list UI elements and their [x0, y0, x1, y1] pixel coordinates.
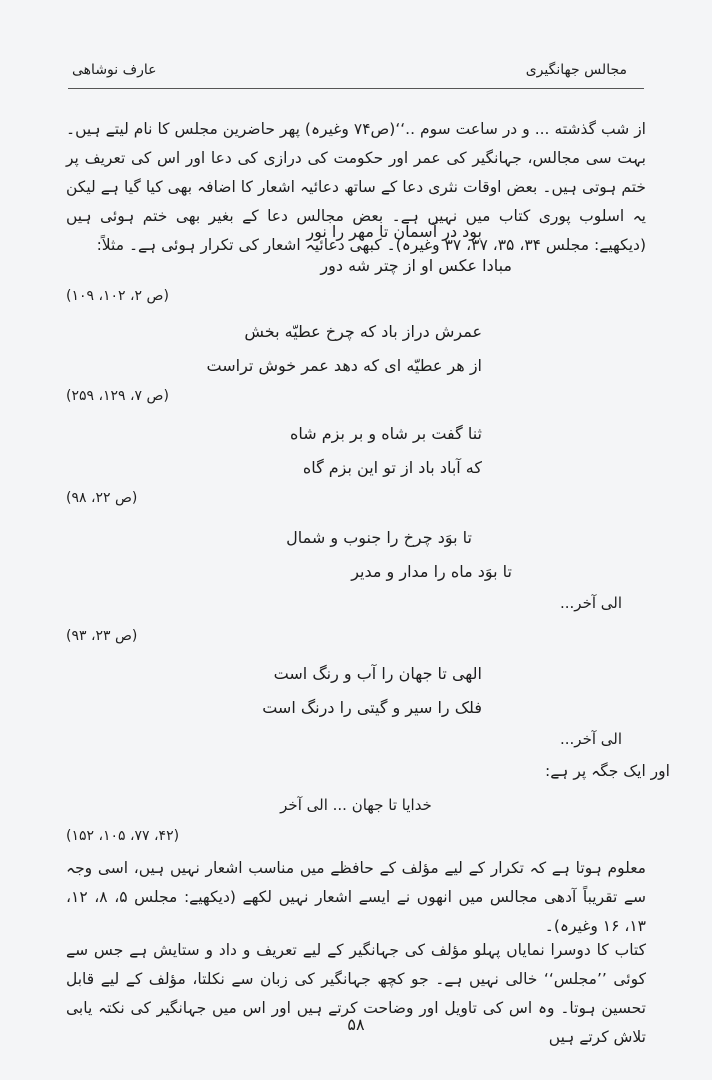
paragraph-intro: از شب گذشته ... و در ساعت سوم ..‘‘(ص۷۴ وغیرہ) پھر حاضرین مجلس کا نام لیتے ہیں۔ بہت سی مجالس، جہانگیر کی عمر اور حکومت کی درازی کی دعا اور اس کی تعریف پر ختم ہوتی ہیں۔ بعض اوقات نثری دعا کے ساتھ دعائیہ اشعار کا اضافہ بھی کیا گیا ہے لیکن یہ اسلوب پوری کتاب میں نہیں ہے۔ بعض مجالس دعا کے بغیر بھی ختم ہوئی ہیں (دیکھیے: مجلس ۳۴، ۳۵، ۳۷، ۳۷ وغیرہ)۔ کبھی دعائیہ اشعار کی تکرار ہوئی ہے۔ مثلاً: [66, 120, 646, 254]
verse-3-reference: (ص ۲۲، ۹۸) [66, 490, 138, 506]
verse-5-ila-akhir: الی آخر... [560, 730, 623, 748]
verse-4-reference: (ص ۲۳، ۹۳) [66, 628, 138, 644]
verse-5-line-1: الهی تا جهان را آب و رنگ است [273, 664, 482, 683]
verse-1-reference: (ص ۲، ۱۰۲، ۱۰۹) [66, 288, 169, 304]
khudaya-reference: (۴۲، ۷۷، ۱۰۵، ۱۵۲) [66, 828, 180, 844]
running-title: مجالس جهانگیری [525, 62, 627, 78]
another-place-label: اور ایک جگہ پر ہے: [545, 762, 670, 780]
verse-2-reference: (ص ۷، ۱۲۹، ۲۵۹) [66, 388, 169, 404]
page-number: ۵۸ [347, 1015, 365, 1034]
paragraph-repetition: معلوم ہوتا ہے کہ تکرار کے لیے مؤلف کے حافظے میں مناسب اشعار نہیں ہیں، اسی وجہ سے تقریباً آدھی مجالس میں انھوں نے ایسے اشعار نہیں لکھے (دیکھیے: مجلس ۵، ۸، ۱۲، ۱۳، ۱۶ وغیرہ)۔ [66, 859, 646, 935]
verse-2-line-2: از هر عطیّه ای که دهد عمر خوش تراست [206, 356, 482, 375]
verse-3-line-2: که آباد باد از تو این بزم گاه [302, 458, 482, 477]
verse-5-line-2: فلک را سیر و گیتی را درنگ است [262, 698, 482, 717]
verse-4-line-1: تا بوَد چرخ را جنوب و شمال [286, 528, 472, 547]
khudaya-verse: خدایا تا جهان ... الی آخر [280, 796, 432, 814]
paragraph-praise: کتاب کا دوسرا نمایاں پہلو مؤلف کی جہانگیر کے لیے تعریف و داد و ستایش ہے جس سے کوئی ’’مجلس‘‘ خالی نہیں ہے۔ جو کچھ جہانگیر کی زبان سے نکلتا، مؤلف کے لیے قابل تحسین ہوتا۔ وہ اس کی تاویل اور وضاحت کرتے ہیں اور اس میں جہانگیر کی نکتہ یابی تلاش کرتے ہیں [66, 941, 646, 1046]
verse-1-line-1: بود در آسمان تا مهر را نور [306, 222, 482, 241]
verse-4-ila-akhir: الی آخر... [560, 594, 623, 612]
header-rule [68, 88, 644, 89]
verse-4-line-2: تا بوَد ماه را مدار و مدیر [351, 562, 512, 581]
verse-2-line-1: عمرش دراز باد که چرخ عطیّه بخش [244, 322, 482, 341]
verse-3-line-1: ثنا گفت بر شاه و بر بزم شاه [290, 424, 482, 443]
author-name: عارف نوشاهی [72, 62, 157, 78]
verse-1-line-2: مبادا عکس او از چتر شه دور [320, 256, 512, 275]
